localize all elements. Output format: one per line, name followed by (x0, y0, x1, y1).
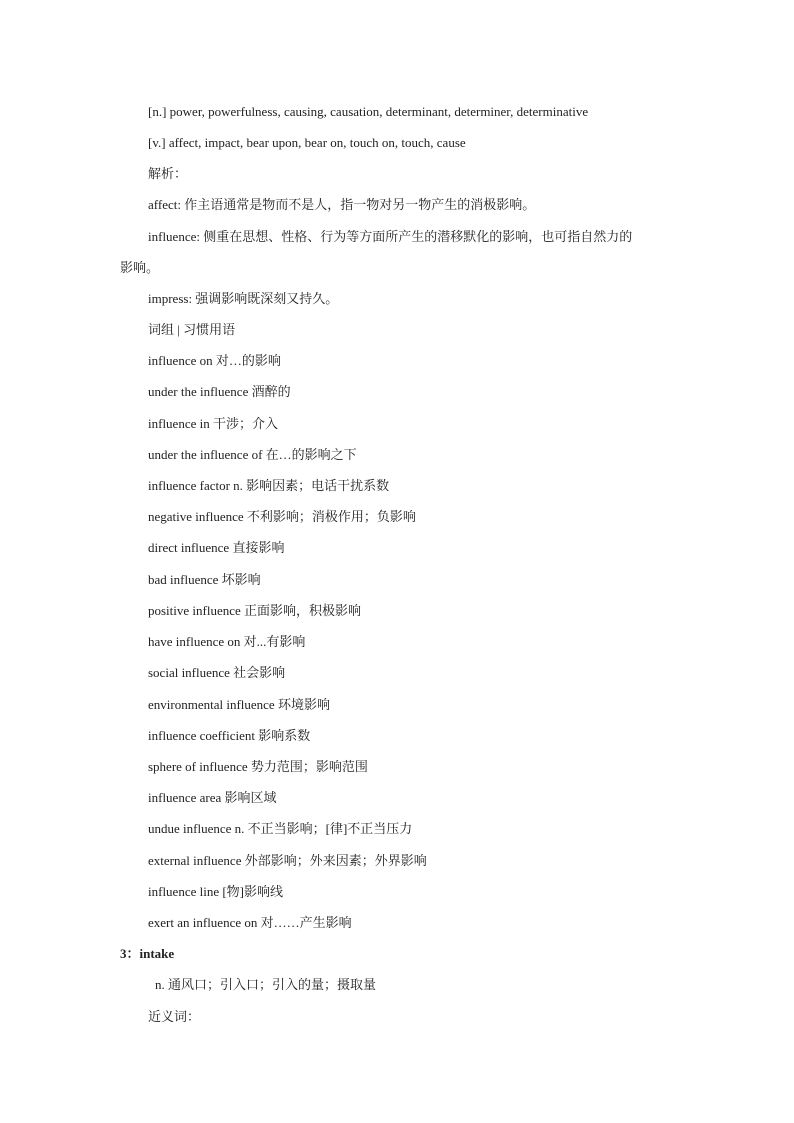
synonyms-verb: [v.] affect, impact, bear upon, bear on, touch on, touch, cause (148, 135, 466, 150)
analysis-affect: affect: 作主语通常是物而不是人，指一物对另一物产生的消极影响。 (148, 197, 536, 212)
phrase-item: undue influence n. 不正当影响；[律]不正当压力 (148, 821, 413, 836)
phrase-item: under the influence 酒醉的 (148, 384, 291, 399)
analysis-heading: 解析： (148, 166, 188, 181)
phrase-item: influence on 对…的影响 (148, 353, 281, 368)
phrase-item: have influence on 对...有影响 (148, 634, 306, 649)
phrase-item: influence area 影响区域 (148, 790, 277, 805)
analysis-influence-continued: 影响。 (120, 260, 160, 275)
phrase-item: exert an influence on 对……产生影响 (148, 915, 352, 930)
phrase-item: environmental influence 环境影响 (148, 697, 330, 712)
word-heading-intake: 3：intake (120, 946, 175, 961)
phrase-item: sphere of influence 势力范围；影响范围 (148, 759, 368, 774)
phrase-item: influence factor n. 影响因素；电话干扰系数 (148, 478, 390, 493)
analysis-influence: influence: 侧重在思想、性格、行为等方面所产生的潜移默化的影响，也可指自然力的 (148, 229, 633, 244)
phrase-item: social influence 社会影响 (148, 665, 286, 680)
analysis-impress: impress: 强调影响既深刻又持久。 (148, 291, 339, 306)
synonyms-heading: 近义词： (148, 1009, 201, 1024)
phrase-item: influence in 干涉；介入 (148, 416, 278, 431)
phrase-item: negative influence 不利影响；消极作用；负影响 (148, 509, 416, 524)
synonyms-noun: [n.] power, powerfulness, causing, causation, determinant, determiner, determinative (148, 104, 589, 119)
phrases-heading: 词组 | 习惯用语 (148, 322, 236, 337)
phrase-item: positive influence 正面影响，积极影响 (148, 603, 362, 618)
phrase-item: external influence 外部影响；外来因素；外界影响 (148, 853, 427, 868)
phrase-item: bad influence 坏影响 (148, 572, 261, 587)
intake-definition: n. 通风口；引入口；引入的量；摄取量 (155, 977, 377, 992)
phrase-item: direct influence 直接影响 (148, 540, 285, 555)
phrase-item: influence line [物]影响线 (148, 884, 284, 899)
phrase-item: under the influence of 在…的影响之下 (148, 447, 357, 462)
phrase-item: influence coefficient 影响系数 (148, 728, 311, 743)
